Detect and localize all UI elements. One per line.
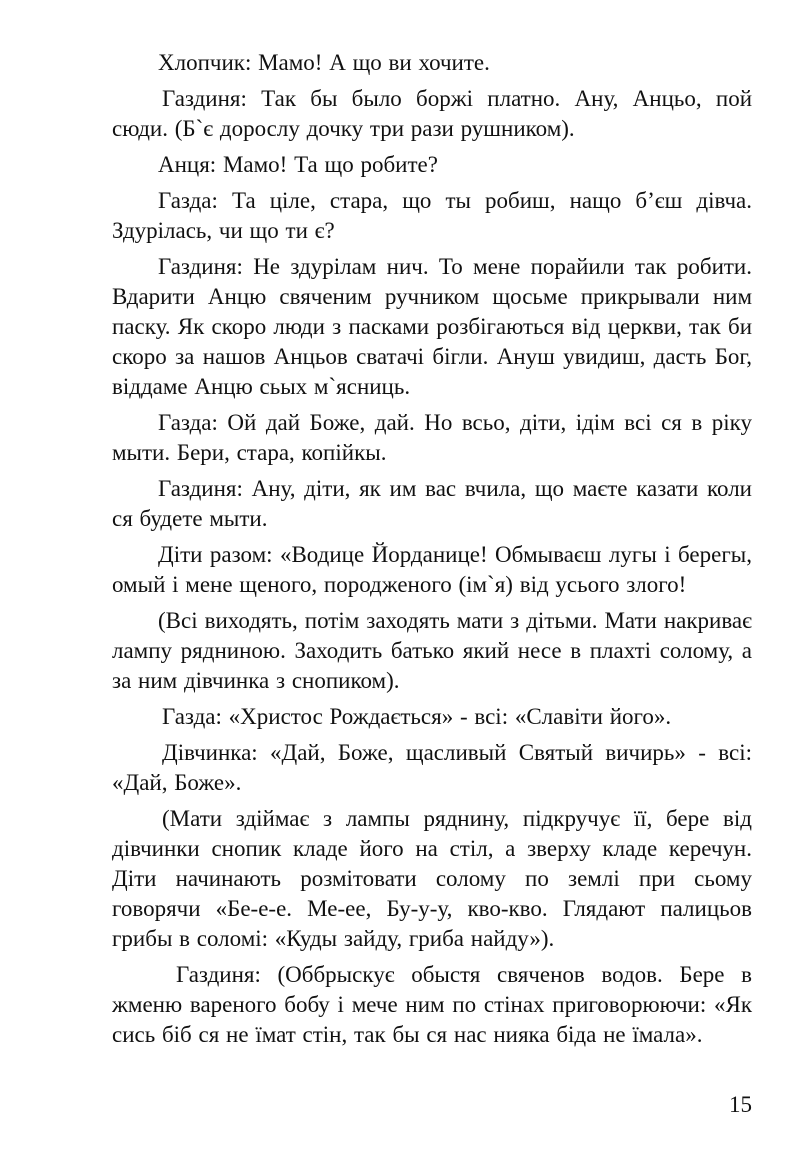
paragraph: Газдиня: (Оббрыскує обыстя свяченов водов. Бере в жменю вареного бобу і мече ним по стінах приговорюючи: «Як сись біб ся не їмат стін, так бы ся нас нияка біда не їмала». [112,962,752,1047]
paragraph: Діти разом: «Водице Йорданице! Обмываєш лугы і берегы, омый і мене щеного, породженого (ім`я) від усього злого! [112,542,752,597]
paragraph: Газдиня: Не здурілам нич. То мене порайили так робити. Вдарити Анцю свяченим ручником щосьме прикрывали ним паску. Як скоро люди з пасками розбігаються від церкви, так би скоро за нашов Анцьов сватачі бігли. Ануш увидиш, дасть Бог, віддаме Анцю сьых м`ясниць. [112,254,752,399]
paragraph: (Мати здіймає з лампы ряднину, підкручує її, бере від дівчинки снопик кладе його на стіл, а зверху кладе керечун. Діти начинають розмітовати солому по землі при сьому говорячи «Бе-е-е. Ме-ее, Бу-у-у, кво-кво. Глядают палицьов грибы в соломі: «Куды зайду, гриба найду»). [112,806,752,951]
paragraph: Газда: Та ціле, стара, що ты робиш, нащо б’єш дівча. Здурілась, чи що ти є? [112,188,752,243]
paragraph: Хлопчик: Мамо! А що ви хочите. [158,50,490,75]
paragraph: Дівчинка: «Дай, Боже, щасливый Святый вичирь» - всі: «Дай, Боже». [112,740,752,795]
paragraph: Газдиня: Ану, діти, як им вас вчила, що маєте казати коли ся будете мыти. [112,476,752,531]
paragraph: Газдиня: Так бы было боржі платно. Ану, Анцьо, пой сюди. (Б`є дорослу дочку три рази рушником). [112,86,752,141]
text-body [112,48,752,1056]
paragraph: Анця: Мамо! Та що робите? [158,152,438,177]
paragraph: Газда: «Христос Рождається» - всі: «Славіти його». [162,704,672,729]
paragraph: (Всі виходять, потім заходять мати з дітьми. Мати накриває лампу рядниною. Заходить батько який несе в плахті солому, а за ним дівчинка з снопиком). [112,608,752,693]
paragraph: Газда: Ой дай Боже, дай. Но всьо, діти, ідім всі ся в ріку мыти. Бери, стара, копійкы. [112,410,752,465]
page-number: 15 [729,1092,752,1117]
